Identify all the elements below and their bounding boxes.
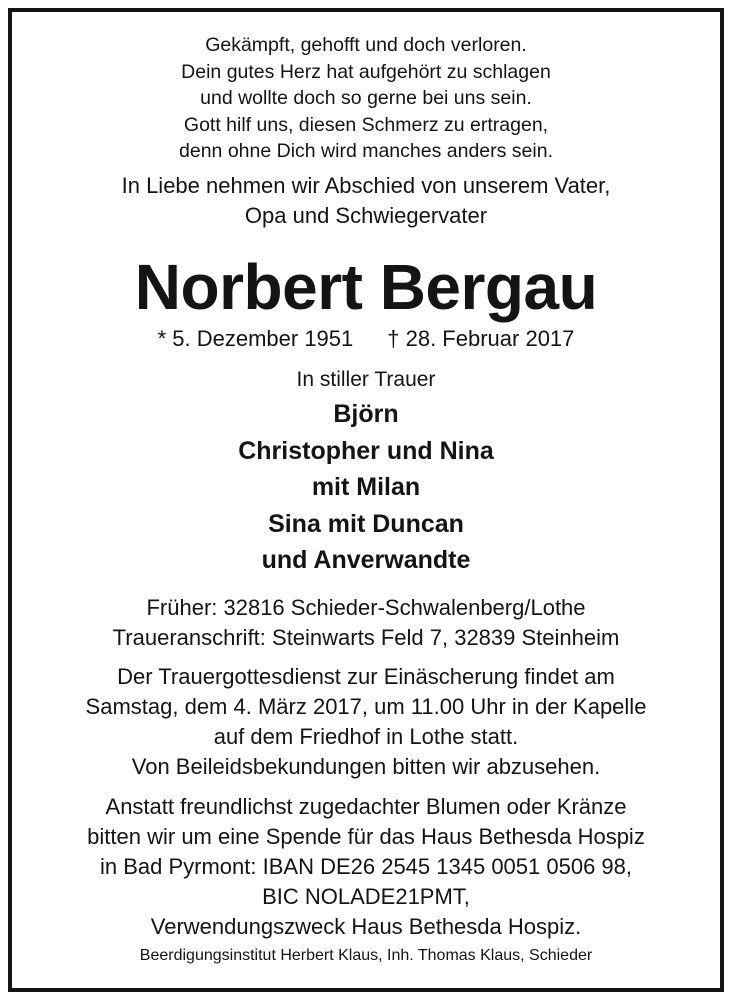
death-date: † 28. Februar 2017 bbox=[387, 326, 575, 351]
poem-line: und wollte doch so gerne bei uns sein. bbox=[200, 87, 532, 109]
service-line: Samstag, dem 4. März 2017, um 11.00 Uhr in der Kapelle bbox=[85, 694, 647, 719]
intro-line: In Liebe nehmen wir Abschied von unserem Vater, bbox=[121, 173, 611, 198]
donation-line: in Bad Pyrmont: IBAN DE26 2545 1345 0051 0506 98, bbox=[99, 854, 633, 879]
mourner-name: Christopher und Nina bbox=[238, 436, 494, 465]
mourner-name: und Anverwandte bbox=[261, 546, 471, 574]
service-line: Von Beileidsbekundungen bitten wir abzusehen. bbox=[131, 754, 601, 779]
service-line: auf dem Friedhof in Lothe statt. bbox=[213, 724, 519, 749]
donation-line: bitten wir um eine Spende für das Haus Bethesda Hospiz bbox=[87, 824, 645, 849]
donation-line: BIC NOLADE21PMT, bbox=[262, 884, 470, 909]
deceased-name: Norbert Bergau bbox=[134, 251, 598, 323]
poem-line: Gott hilf uns, diesen Schmerz zu ertragen, bbox=[183, 113, 549, 136]
donation-line: Verwendungszweck Haus Bethesda Hospiz. bbox=[150, 914, 582, 939]
donation-request bbox=[12, 792, 720, 942]
poem-line: denn ohne Dich wird manches anders sein. bbox=[179, 140, 553, 162]
birth-date: * 5. Dezember 1951 bbox=[157, 326, 354, 351]
mourning-address: Traueranschrift: Steinwarts Feld 7, 32839 Steinheim bbox=[112, 625, 620, 650]
mourners-list bbox=[12, 396, 720, 579]
mourner-name: Björn bbox=[333, 400, 399, 428]
memorial-poem bbox=[12, 32, 720, 165]
life-dates bbox=[12, 324, 720, 354]
poem-line: Dein gutes Herz hat aufgehört zu schlagen bbox=[181, 60, 551, 83]
obituary-notice bbox=[12, 12, 720, 988]
address-block bbox=[12, 593, 720, 653]
donation-line: Anstatt freundlichst zugedachter Blumen oder Kränze bbox=[105, 794, 627, 819]
mourner-name: mit Milan bbox=[311, 473, 421, 501]
funeral-home-credit: Beerdigungsinstitut Herbert Klaus, Inh. Thomas Klaus, Schieder bbox=[139, 947, 593, 964]
service-line: Der Trauergottesdienst zur Einäscherung findet am bbox=[117, 664, 615, 689]
farewell-intro bbox=[12, 171, 720, 231]
funeral-service-info bbox=[12, 662, 720, 782]
poem-line: Gekämpft, gehofft und doch verloren. bbox=[205, 34, 527, 56]
intro-line: Opa und Schwiegervater bbox=[244, 203, 488, 228]
former-address: Früher: 32816 Schieder-Schwalenberg/Lothe bbox=[146, 595, 586, 620]
mourner-name: Sina mit Duncan bbox=[268, 509, 464, 538]
mourning-heading: In stiller Trauer bbox=[296, 368, 436, 391]
